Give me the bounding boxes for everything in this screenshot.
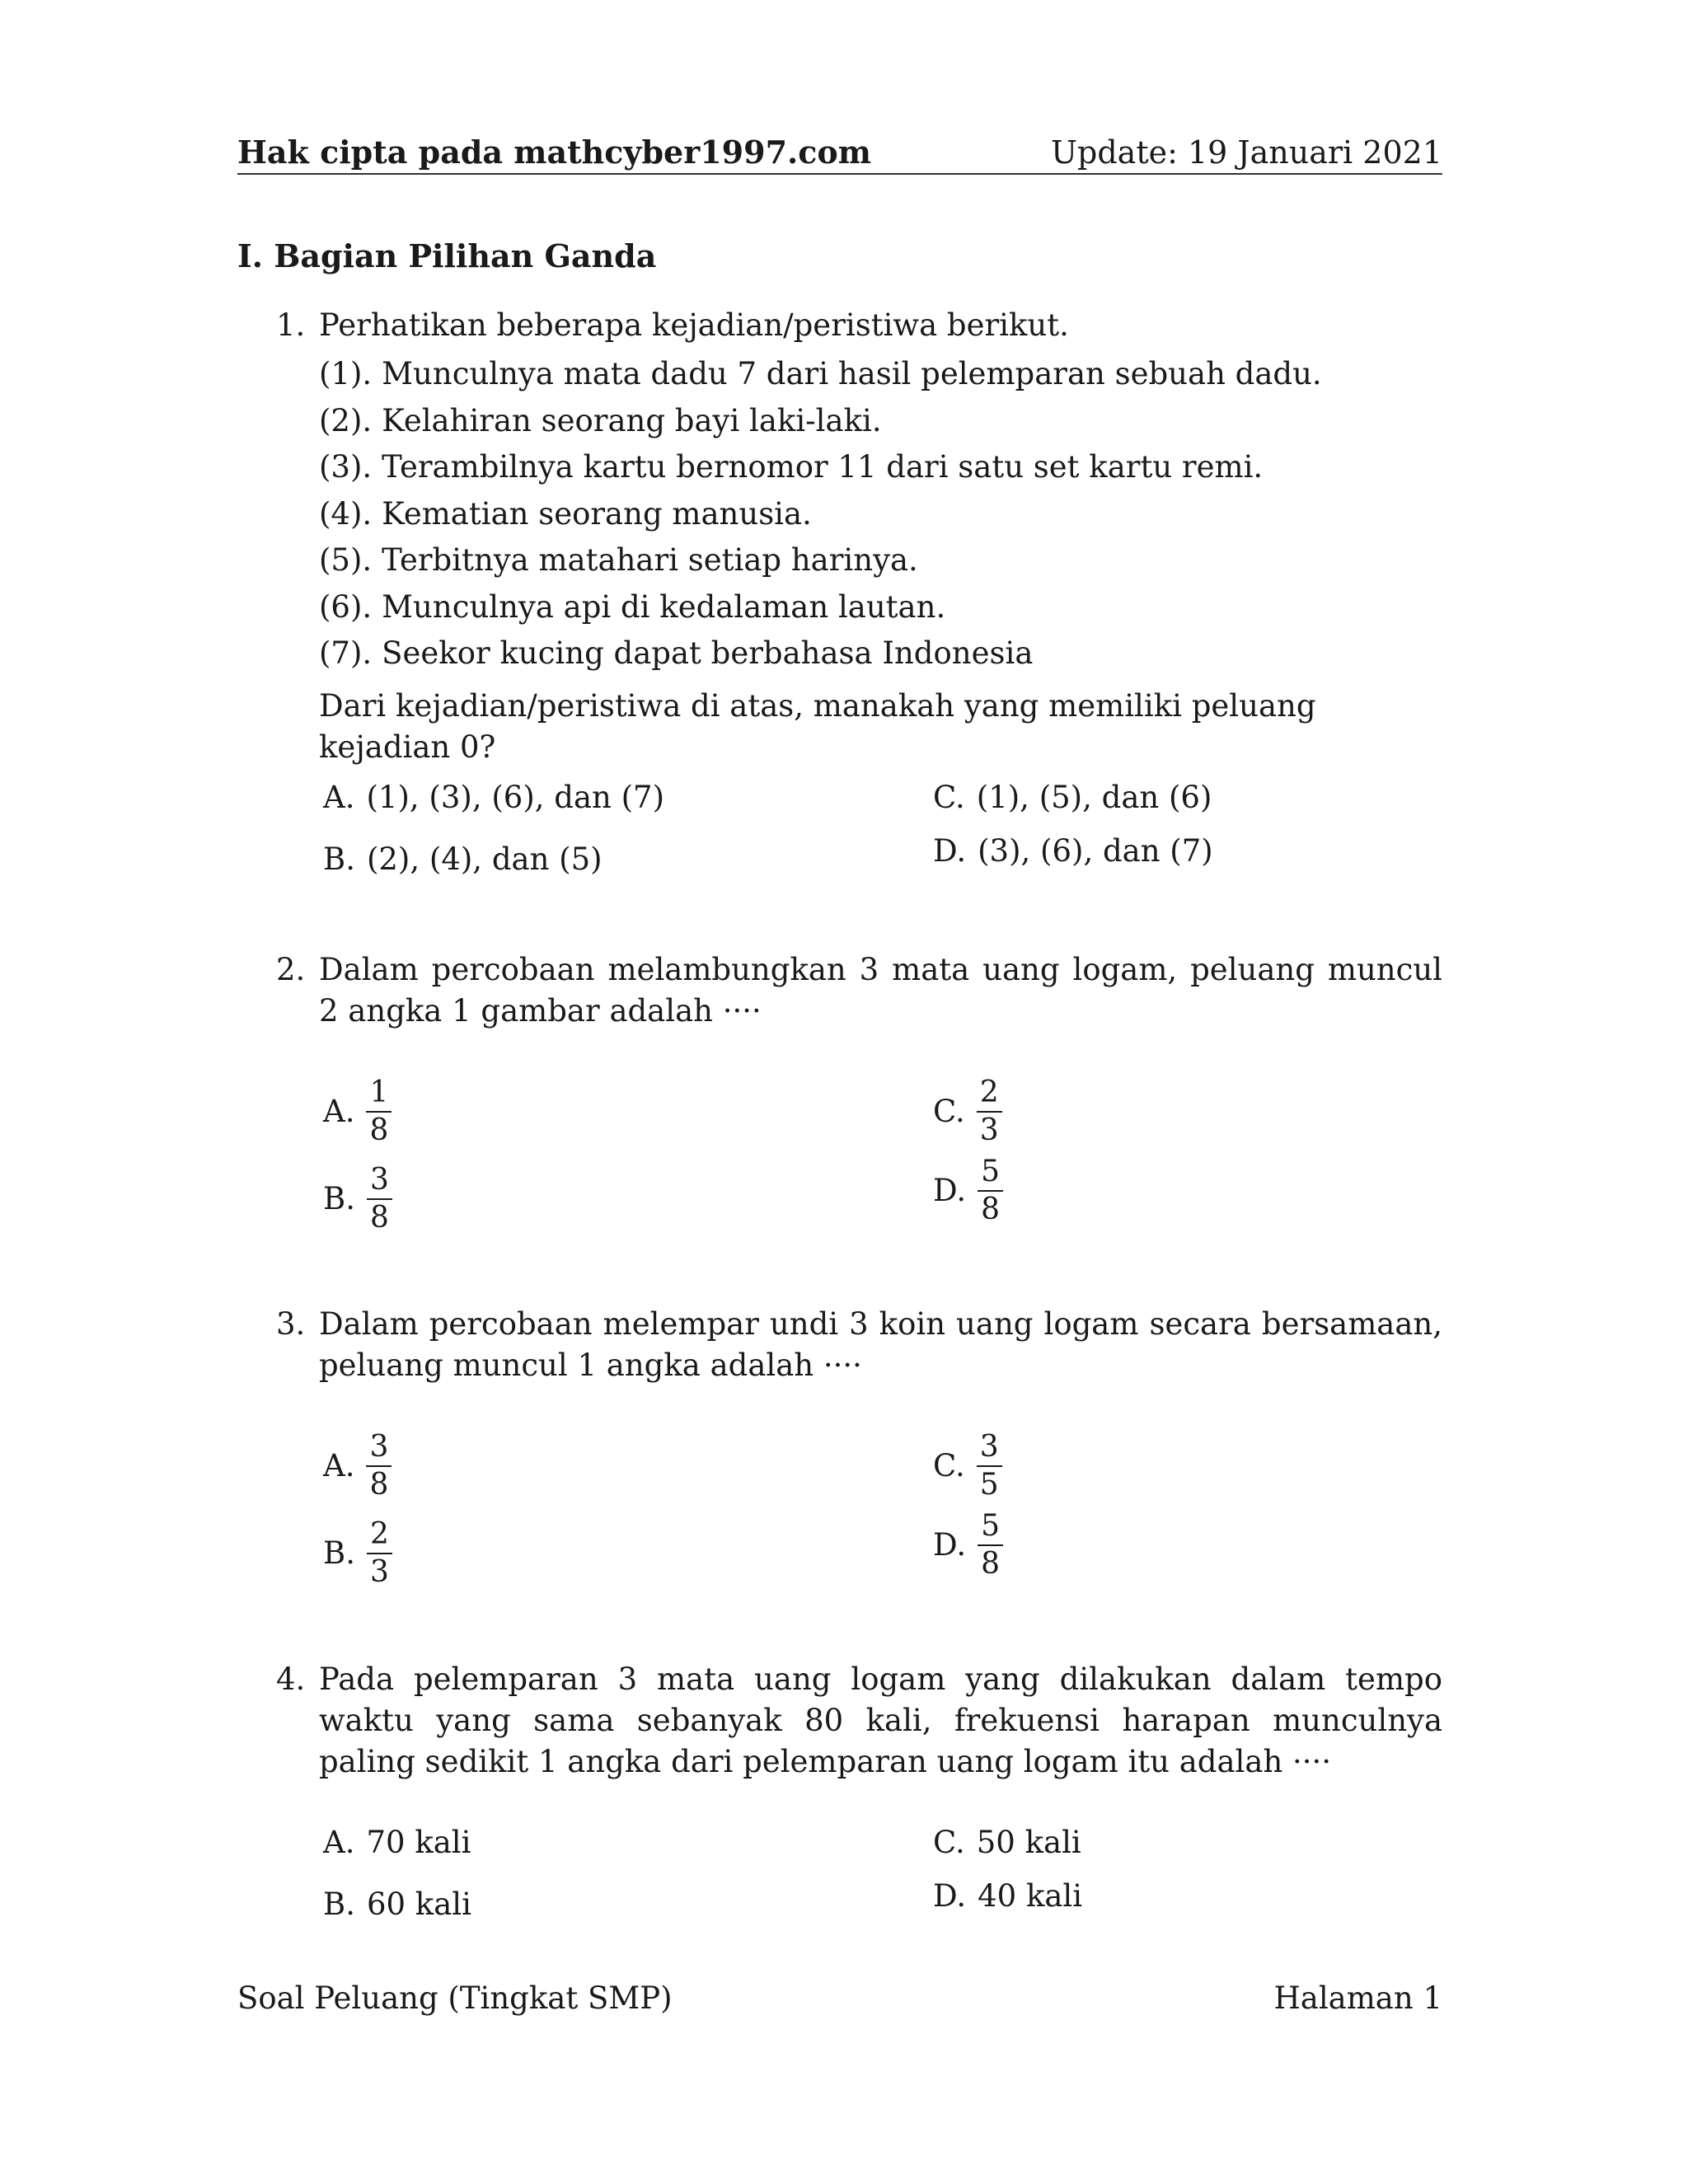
question-number: 3. [276, 1306, 306, 1342]
option-label: A. [323, 1824, 355, 1860]
event-text: Terambilnya kartu bernomor 11 dari satu set kartu remi. [382, 449, 1264, 485]
option-label: B. [323, 1886, 355, 1922]
event-label: (2). [319, 402, 373, 438]
denominator: 8 [369, 1468, 389, 1502]
option-b[interactable] [323, 1882, 471, 1925]
denominator: 3 [369, 1555, 389, 1589]
option-text: 70 kali [366, 1824, 471, 1860]
question-number: 4. [276, 1661, 306, 1697]
option-label: B. [323, 1181, 355, 1216]
question-stem: Dalam percobaan melempar undi 3 koin uang logam secara bersamaan, peluang muncul 1 angka adalah ···· [319, 1306, 1442, 1383]
event-text: Munculnya api di kedalaman lautan. [382, 588, 946, 625]
option-label: D. [933, 832, 967, 869]
denominator: 8 [981, 1547, 1001, 1581]
question-stem: Perhatikan beberapa kejadian/peristiwa berikut. [319, 307, 1069, 343]
numerator: 3 [977, 1429, 1002, 1467]
event-label: (3). [319, 449, 373, 485]
option-label: A. [323, 1448, 355, 1483]
option-d[interactable] [933, 1508, 1003, 1582]
denominator: 5 [979, 1468, 999, 1502]
option-a[interactable] [323, 1075, 392, 1149]
event-label: (7). [319, 635, 373, 671]
option-text: 40 kali [978, 1877, 1083, 1914]
page-header [237, 132, 1442, 175]
option-d[interactable] [933, 1873, 1082, 1917]
event-label: (4). [319, 495, 373, 532]
page-footer [237, 1978, 1442, 2019]
option-text: (2), (4), dan (5) [366, 841, 603, 877]
option-a[interactable] [323, 1429, 392, 1503]
event-text: Seekor kucing dapat berbahasa Indonesia [382, 635, 1034, 671]
list-item [319, 537, 1442, 584]
list-item [319, 398, 1442, 445]
question-stem: Dalam percobaan melambungkan 3 mata uang logam, peluang muncul 2 angka 1 gambar adalah ···· [319, 952, 1442, 1029]
option-label: C. [933, 1448, 965, 1483]
list-item [319, 584, 1442, 631]
fraction [977, 1075, 1002, 1149]
option-label: B. [323, 841, 355, 877]
event-list [319, 351, 1442, 677]
list-item [319, 491, 1442, 538]
page-number: Halaman 1 [1273, 1980, 1442, 2016]
option-a[interactable] [323, 775, 664, 818]
option-c[interactable] [933, 775, 1212, 818]
fraction [978, 1154, 1003, 1228]
numerator: 3 [366, 1429, 392, 1467]
event-label: (1). [319, 356, 373, 391]
list-item [319, 630, 1442, 677]
fraction [366, 1429, 392, 1503]
option-d[interactable] [933, 828, 1213, 872]
event-text: Munculnya mata dadu 7 dari hasil pelemparan sebuah dadu. [382, 356, 1322, 391]
option-label: C. [933, 1824, 965, 1860]
option-b[interactable] [323, 1162, 392, 1236]
document-title: Soal Peluang (Tingkat SMP) [237, 1980, 673, 2016]
event-text: Kelahiran seorang bayi laki-laki. [382, 402, 882, 438]
question-prompt: Dari kejadian/peristiwa di atas, manakah yang memiliki peluang kejadian 0? [319, 687, 1316, 765]
numerator: 5 [978, 1154, 1003, 1192]
numerator: 2 [977, 1075, 1002, 1113]
denominator: 8 [369, 1201, 389, 1235]
section-title: I. Bagian Pilihan Ganda [237, 237, 657, 274]
option-text: 60 kali [366, 1886, 471, 1922]
event-label: (5). [319, 542, 373, 578]
copyright-text: Hak cipta pada mathcyber1997.com [237, 134, 871, 171]
option-text: (3), (6), dan (7) [978, 832, 1213, 869]
option-label: D. [933, 1173, 967, 1208]
question-stem: Pada pelemparan 3 mata uang logam yang dilakukan dalam tempo waktu yang sama sebanyak 80 kali, frekuensi harapan munculnya paling sedikit 1 angka dari pelemparan uang logam itu adalah ···· [319, 1661, 1442, 1779]
option-c[interactable] [933, 1429, 1002, 1503]
option-label: C. [933, 779, 965, 815]
fraction [978, 1508, 1003, 1582]
option-label: A. [323, 779, 355, 815]
option-text: (1), (5), dan (6) [976, 779, 1212, 815]
option-label: B. [323, 1535, 355, 1571]
event-label: (6). [319, 588, 373, 625]
question-number: 1. [276, 307, 306, 343]
fraction [977, 1429, 1002, 1503]
fraction [367, 1516, 392, 1591]
numerator: 5 [978, 1508, 1003, 1546]
fraction [367, 1162, 392, 1236]
denominator: 8 [369, 1113, 389, 1147]
option-label: D. [933, 1877, 967, 1914]
option-label: C. [933, 1094, 965, 1129]
option-text: 50 kali [976, 1824, 1081, 1860]
numerator: 1 [366, 1075, 392, 1113]
list-item [319, 444, 1442, 491]
denominator: 3 [979, 1113, 999, 1147]
option-a[interactable] [323, 1820, 471, 1863]
option-b[interactable] [323, 837, 603, 880]
event-text: Terbitnya matahari setiap harinya. [382, 542, 918, 578]
option-label: D. [933, 1527, 967, 1563]
denominator: 8 [981, 1193, 1001, 1226]
numerator: 3 [367, 1162, 392, 1200]
option-d[interactable] [933, 1154, 1003, 1228]
numerator: 2 [367, 1516, 392, 1554]
option-c[interactable] [933, 1075, 1002, 1149]
fraction [366, 1075, 392, 1149]
question-number: 2. [276, 952, 306, 987]
list-item [319, 351, 1442, 398]
option-text: (1), (3), (6), dan (7) [366, 779, 665, 815]
event-text: Kematian seorang manusia. [382, 495, 812, 532]
option-c[interactable] [933, 1820, 1081, 1863]
option-label: A. [323, 1094, 355, 1129]
update-date: Update: 19 Januari 2021 [1051, 134, 1442, 171]
option-b[interactable] [323, 1516, 392, 1591]
